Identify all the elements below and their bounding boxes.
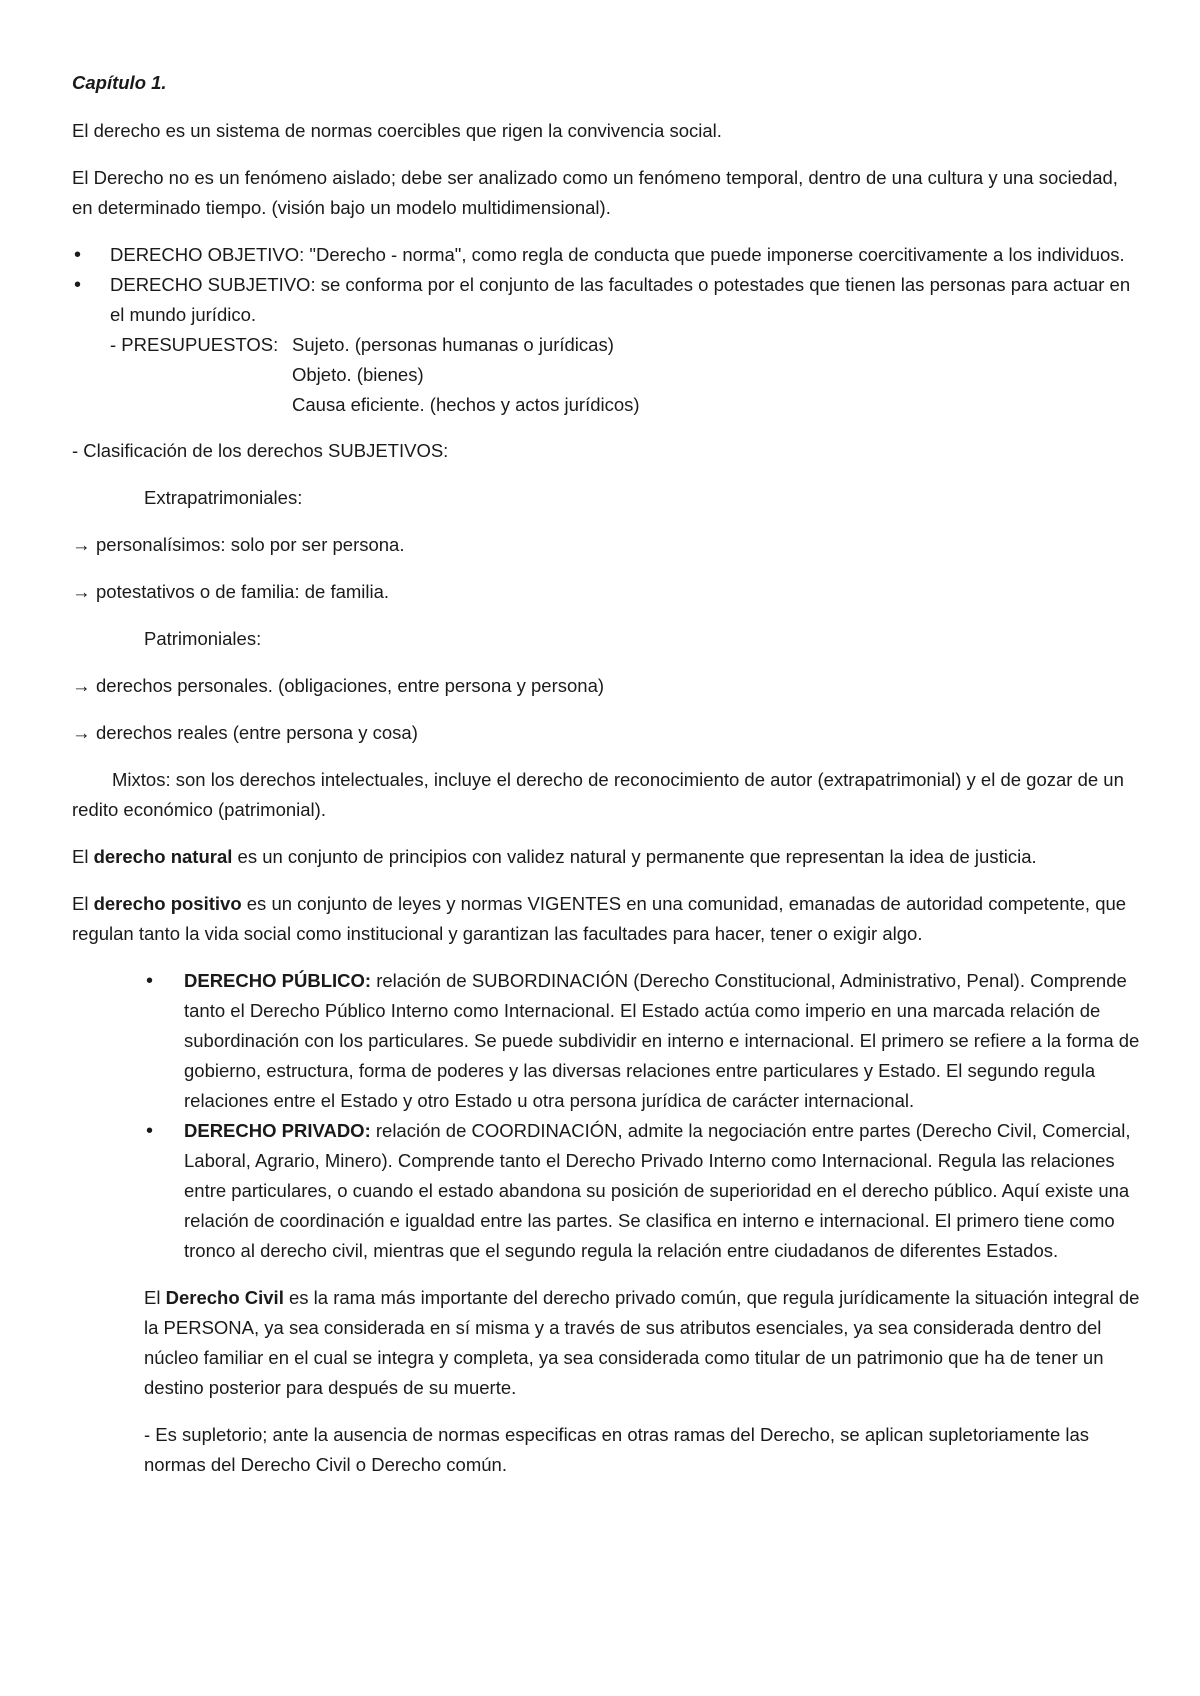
text-span: es un conjunto de leyes y normas VIGENTES en una comunidad, emanadas de autoridad competente, que regulan tanto la vida social como institucional y garantizan las facultades para hacer, tener o exigir algo.	[72, 893, 1127, 944]
text-span: es la rama más importante del derecho privado común, que regula jurídicamente la situación integral de la PERSONA, ya sea considerada en sí misma y a través de sus atributos esenciales, ya sea considerada dentro del núcleo familiar en el cual se integra y completa, ya sea considerada como titular de un patrimonio que ha de tener un destino posterior para después de su muerte.	[144, 1287, 1140, 1398]
text-span: es un conjunto de principios con validez natural y permanente que representan la idea de justicia.	[232, 846, 1037, 867]
term-bold: DERECHO PÚBLICO:	[184, 970, 372, 991]
arrow-icon: →	[72, 722, 91, 743]
presupuestos-label: - PRESUPUESTOS:	[110, 334, 279, 355]
paragraph-supletorio: - Es supletorio; ante la ausencia de normas especificas en otras ramas del Derecho, se aplican supletoriamente las normas del Derecho Civil o Derecho común.	[144, 1424, 1090, 1475]
paragraph-mixtos: Mixtos: son los derechos intelectuales, incluye el derecho de reconocimiento de autor (extrapatrimonial) y el de gozar de un redito económico (patrimonial).	[72, 769, 1124, 820]
presupuesto-sujeto: Sujeto. (personas humanas o jurídicas)	[292, 334, 614, 355]
clasificacion-heading: - Clasificación de los derechos SUBJETIVOS:	[72, 440, 449, 461]
text-span: El	[72, 893, 94, 914]
presupuesto-causa: Causa eficiente. (hechos y actos jurídicos)	[292, 394, 640, 415]
bullet-derecho-objetivo: • DERECHO OBJETIVO: "Derecho - norma", como regla de conducta que puede imponerse coercitivamente a los individuos.	[72, 240, 1140, 270]
term-bold: derecho natural	[93, 846, 233, 867]
term-bold: DERECHO PRIVADO:	[184, 1120, 371, 1141]
term-bold: derecho positivo	[93, 893, 242, 914]
bullet-derecho-subjetivo	[72, 270, 1140, 420]
extra-item-personalisimos	[72, 530, 1140, 560]
arrow-icon: →	[72, 581, 91, 602]
paragraph-derecho-positivo	[72, 889, 1140, 949]
paragraph-derecho-civil	[72, 1283, 1140, 1403]
publico-privado-list	[144, 966, 1140, 1266]
bullet-derecho-privado	[144, 1116, 1140, 1266]
bullet-derecho-subjetivo-text: DERECHO SUBJETIVO: se conforma por el conjunto de las facultades o potestades que tienen las personas para actuar en el mundo jurídico.	[110, 274, 1131, 325]
arrow-icon: →	[72, 534, 91, 555]
paragraph-derecho-natural	[72, 842, 1140, 872]
presupuestos-block	[110, 330, 1140, 420]
bullet-derecho-publico	[144, 966, 1140, 1116]
term-bold: Derecho Civil	[165, 1287, 284, 1308]
patri-item-personales	[72, 671, 1140, 701]
patri-item-text: derechos personales. (obligaciones, entre persona y persona)	[96, 675, 605, 696]
text-span: relación de COORDINACIÓN, admite la negociación entre partes (Derecho Civil, Comercial, Laboral, Agrario, Minero). Comprende tanto el Derecho Privado Interno como Internacional. Regula las relaciones entre particulares, o cuando el estado abandona su posición de superioridad en el derecho público. Aquí existe una relación de coordinación e igualdad entre las partes. Se clasifica en interno e internacional. El primero tiene como tronco al derecho civil, mientras que el segundo regula la relación entre ciudadanos de diferentes Estados.	[184, 1120, 1131, 1261]
presupuestos-values	[292, 330, 640, 420]
patri-item-reales	[72, 718, 1140, 748]
patrimoniales-heading: Patrimoniales:	[144, 628, 262, 649]
text-span: El	[144, 1287, 166, 1308]
extrapatrimoniales-heading: Extrapatrimoniales:	[144, 487, 303, 508]
text-span: relación de SUBORDINACIÓN (Derecho Constitucional, Administrativo, Penal). Comprende tanto el Derecho Público Interno como Internacional. El Estado actúa como imperio en una marcada relación de subordinación con los particulares. Se puede subdividir en interno e internacional. El primero se refiere a la forma de gobierno, estructura, forma de poderes y las diversas relaciones entre particulares y Estado. El segundo regula relaciones entre el Estado y otro Estado u otra persona jurídica de carácter internacional.	[184, 970, 1140, 1111]
chapter-title: Capítulo 1.	[72, 72, 167, 93]
presupuesto-objeto: Objeto. (bienes)	[292, 364, 424, 385]
paragraph-definition: El derecho es un sistema de normas coercibles que rigen la convivencia social.	[72, 120, 722, 141]
extra-item-text: potestativos o de familia: de familia.	[96, 581, 390, 602]
derecho-types-list	[72, 240, 1140, 420]
extra-item-potestativos	[72, 577, 1140, 607]
document-page	[72, 68, 1140, 1480]
patri-item-text: derechos reales (entre persona y cosa)	[96, 722, 418, 743]
paragraph-multidimensional: El Derecho no es un fenómeno aislado; debe ser analizado como un fenómeno temporal, dentro de una cultura y una sociedad, en determinado tiempo. (visión bajo un modelo multidimensional).	[72, 167, 1118, 218]
arrow-icon: →	[72, 675, 91, 696]
text-span: El	[72, 846, 94, 867]
extra-item-text: personalísimos: solo por ser persona.	[96, 534, 405, 555]
